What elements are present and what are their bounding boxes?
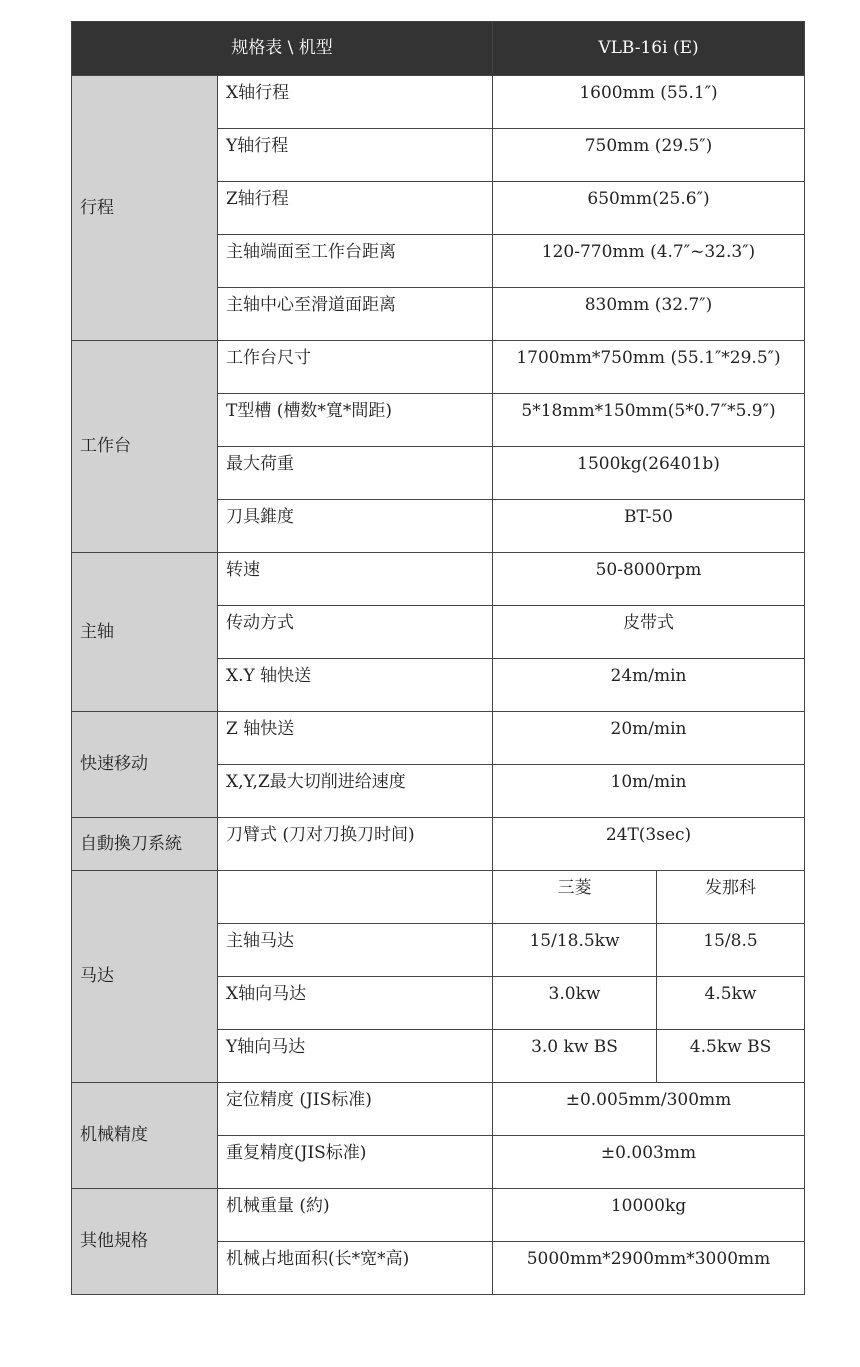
- spec-value: ±0.005mm/300mm: [493, 1083, 805, 1136]
- spec-value: BT-50: [493, 500, 805, 553]
- spec-item: 工作台尺寸: [218, 341, 493, 394]
- spec-item: 刀具錐度: [218, 500, 493, 553]
- spec-item: 主轴中心至滑道面距离: [218, 288, 493, 341]
- table-row: [72, 553, 805, 606]
- table-row: [72, 818, 805, 871]
- category-accuracy: 机械精度: [72, 1083, 218, 1189]
- spec-value: 皮带式: [493, 606, 805, 659]
- spec-item: X,Y,Z最大切削进给速度: [218, 765, 493, 818]
- spec-value: 5000mm*2900mm*3000mm: [493, 1242, 805, 1295]
- spec-value: 24m/min: [493, 659, 805, 712]
- category-spindle: 主轴: [72, 553, 218, 712]
- spec-value: 750mm (29.5″): [493, 129, 805, 182]
- spec-item: 主轴端面至工作台距离: [218, 235, 493, 288]
- header-row: [72, 22, 805, 76]
- category-other: 其他規格: [72, 1189, 218, 1295]
- table-row: [72, 1189, 805, 1242]
- spec-value: 1700mm*750mm (55.1″*29.5″): [493, 341, 805, 394]
- spec-item: X.Y 轴快送: [218, 659, 493, 712]
- spec-value: 1500kg(26401b): [493, 447, 805, 500]
- table-row: [72, 76, 805, 129]
- category-worktable: 工作台: [72, 341, 218, 553]
- spec-value: ±0.003mm: [493, 1136, 805, 1189]
- spec-value: 20m/min: [493, 712, 805, 765]
- spec-item: Y轴行程: [218, 129, 493, 182]
- spec-value-mitsubishi: 15/18.5kw: [493, 924, 657, 977]
- spec-item: T型槽 (槽数*寬*間距): [218, 394, 493, 447]
- category-motor: 马达: [72, 871, 218, 1083]
- spec-value: 5*18mm*150mm(5*0.7″*5.9″): [493, 394, 805, 447]
- spec-item: Y轴向马达: [218, 1030, 493, 1083]
- spec-value: 1600mm (55.1″): [493, 76, 805, 129]
- spec-value: 650mm(25.6″): [493, 182, 805, 235]
- spec-item: 重复精度(JIS标准): [218, 1136, 493, 1189]
- spec-item: 机械重量 (約): [218, 1189, 493, 1242]
- motor-header-item: [218, 871, 493, 924]
- header-model: VLB-16i (E): [493, 22, 805, 76]
- spec-value: 10m/min: [493, 765, 805, 818]
- spec-item: 主轴马达: [218, 924, 493, 977]
- category-rapid-traverse: 快速移动: [72, 712, 218, 818]
- spec-item: Z轴行程: [218, 182, 493, 235]
- category-atc: 自動換刀系統: [72, 818, 218, 871]
- spec-value: 24T(3sec): [493, 818, 805, 871]
- spec-value: 120-770mm (4.7″~32.3″): [493, 235, 805, 288]
- spec-value-mitsubishi: 3.0kw: [493, 977, 657, 1030]
- spec-item: 定位精度 (JIS标准): [218, 1083, 493, 1136]
- spec-item: 转速: [218, 553, 493, 606]
- spec-item: X轴向马达: [218, 977, 493, 1030]
- spec-item: 最大荷重: [218, 447, 493, 500]
- spec-value-fanuc: 4.5kw: [657, 977, 805, 1030]
- table-row: [72, 871, 805, 924]
- spec-item: Z 轴快送: [218, 712, 493, 765]
- spec-item: 刀臂式 (刀对刀换刀时间): [218, 818, 493, 871]
- table-row: [72, 341, 805, 394]
- spec-value: 50-8000rpm: [493, 553, 805, 606]
- spec-value-mitsubishi: 3.0 kw BS: [493, 1030, 657, 1083]
- table-row: [72, 1083, 805, 1136]
- category-travel: 行程: [72, 76, 218, 341]
- spec-value: 830mm (32.7″): [493, 288, 805, 341]
- spec-table: [71, 21, 805, 1295]
- header-label: 规格表 \ 机型: [72, 22, 493, 76]
- motor-brand-mitsubishi: 三菱: [493, 871, 657, 924]
- spec-item: 机械占地面积(长*宽*高): [218, 1242, 493, 1295]
- spec-value-fanuc: 15/8.5: [657, 924, 805, 977]
- spec-value: 10000kg: [493, 1189, 805, 1242]
- spec-value-fanuc: 4.5kw BS: [657, 1030, 805, 1083]
- spec-item: X轴行程: [218, 76, 493, 129]
- table-row: [72, 712, 805, 765]
- spec-item: 传动方式: [218, 606, 493, 659]
- motor-brand-fanuc: 发那科: [657, 871, 805, 924]
